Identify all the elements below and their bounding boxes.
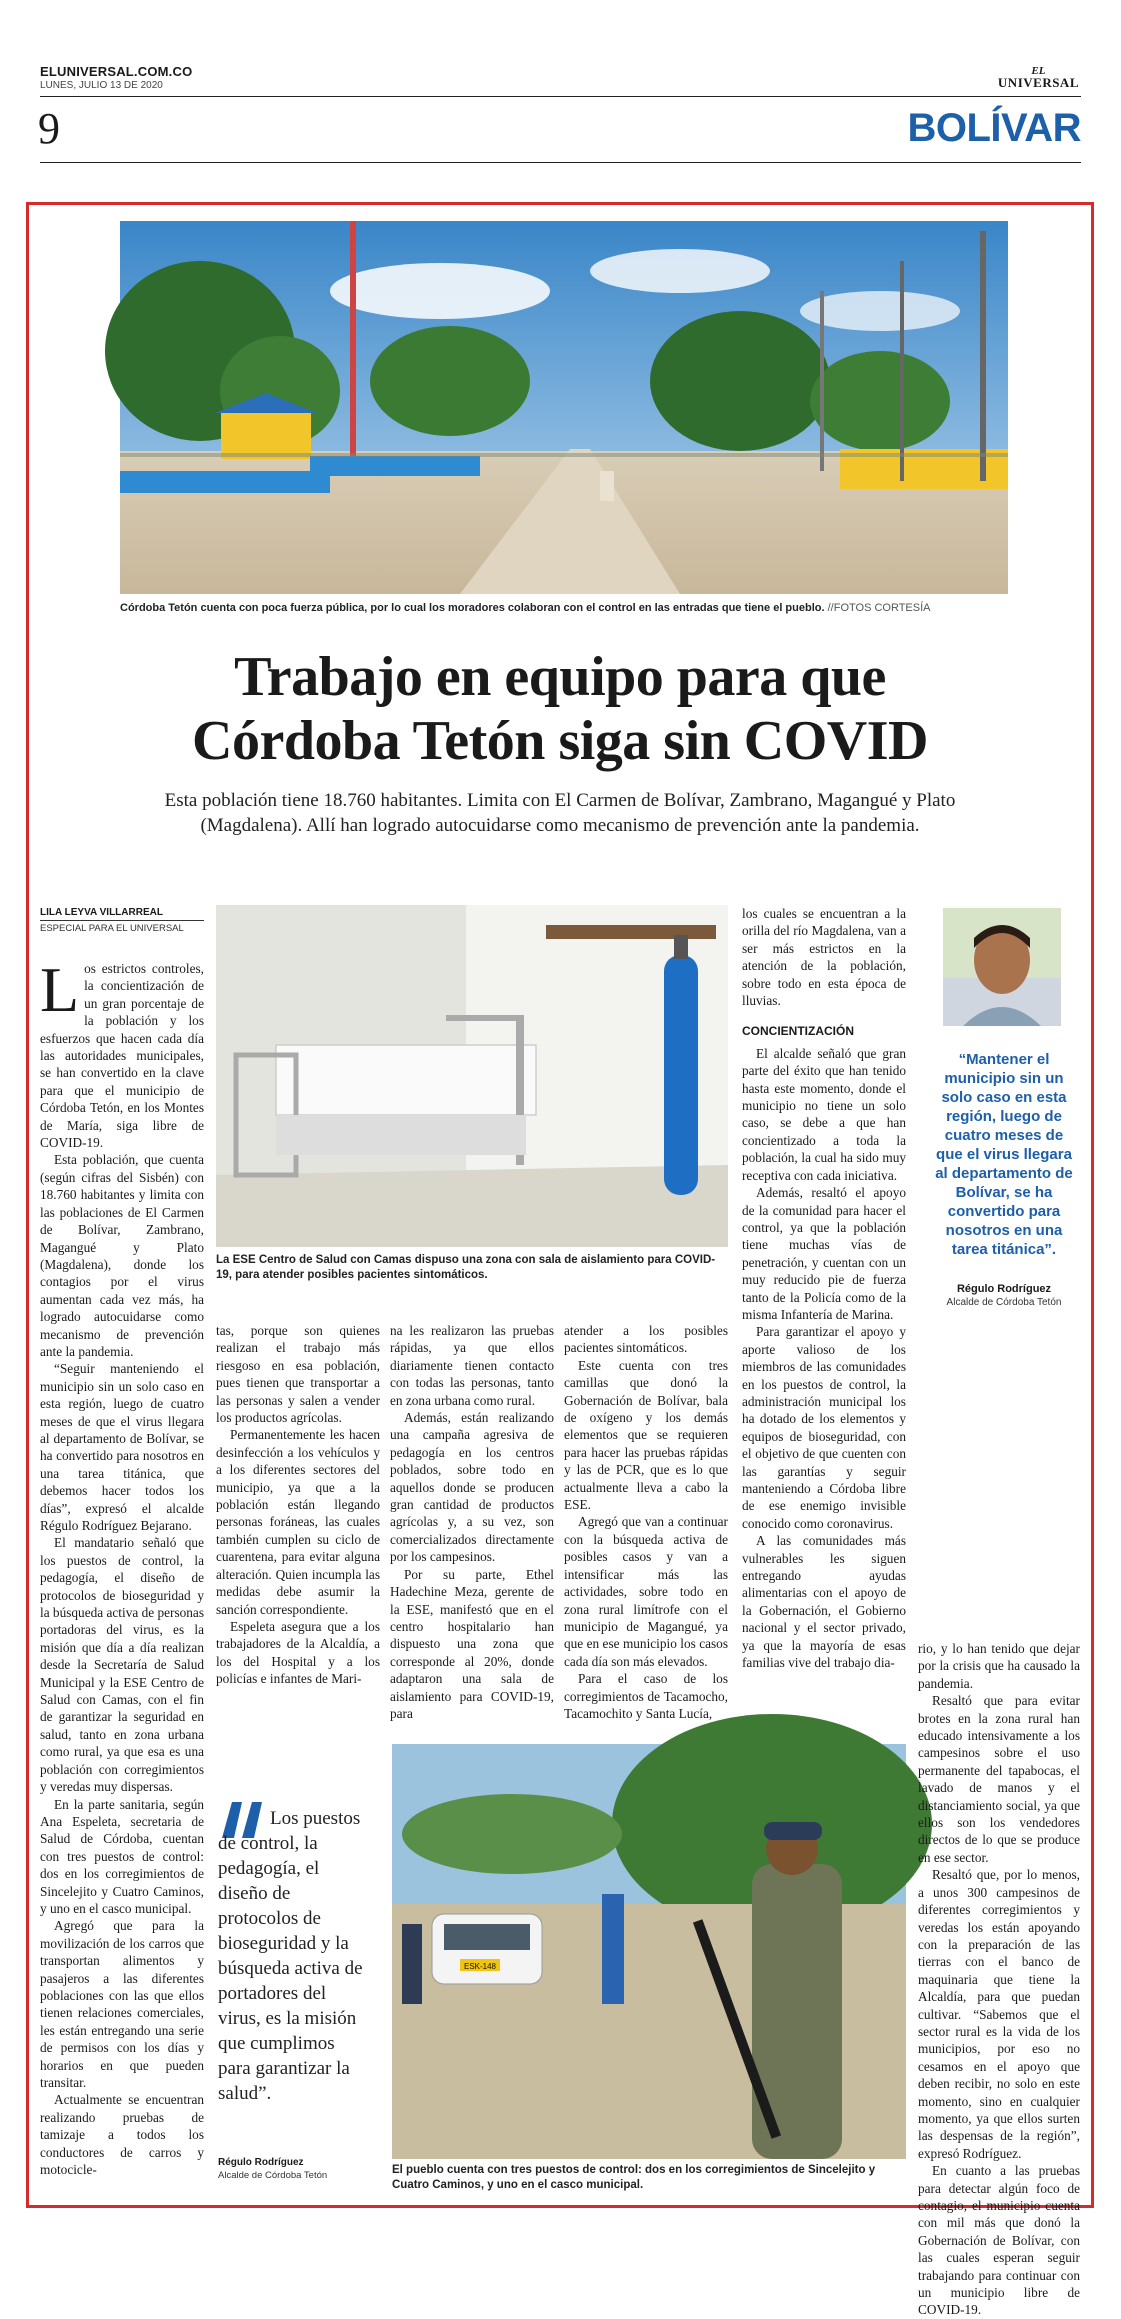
license-plate: ESK-148 xyxy=(463,1962,497,1971)
masthead-left xyxy=(40,64,192,91)
paragraph: El mandatario señaló que los puestos de control, la pedagogía, el diseño de protocolos de bioseguridad y la búsqueda activa de personas portadoras del virus, es la misión que día a día realizan desde la Secretaría de Salud Municipal y la ESE Centro de Salud con Camas, con el fin de garantizar la seguridad en salud, tanto en zona urbana como rural, ya que esa es una población con corregimientos y veredas muy dispersas. xyxy=(40,1535,204,1795)
byline-name: LILA LEYVA VILLARREAL xyxy=(40,907,204,921)
byline-role: ESPECIAL PARA EL UNIVERSAL xyxy=(40,923,184,934)
street-scene-image xyxy=(120,221,1008,594)
paragraph: “Seguir manteniendo el municipio sin un solo caso en esta región, luego de cuatro meses de que el virus llegara al departamento de Bolívar, se ha convertido para nosotros en una tarea titánica, que debemos hacer todos los días”, expresó el alcalde Régulo Rodríguez Bejarano. xyxy=(40,1361,204,1533)
avatar xyxy=(943,908,1061,1026)
pull-quote: “Mantener el municipio sin un solo caso en esta región, luego de cuatro meses de que el virus llegara al departamento de Bolívar, se ha convertido para nosotros en una tarea titánica”. xyxy=(935,1051,1073,1258)
pull-quote-role: Alcalde de Córdoba Tetón xyxy=(946,1297,1062,1308)
photo-credit: //FOTOS CORTESÍA xyxy=(827,602,931,614)
main-photo xyxy=(120,221,1008,594)
checkpoint-photo xyxy=(392,1744,906,2159)
headline xyxy=(60,645,1060,773)
paragraph: Resaltó que para evitar brotes en la zona rural han educado intensivamente a los campesinos sobre el uso permanente del tapabocas, el lavado de manos y el distanciamiento social, ya que ellos son los vendedores directos de lo que se produce en ese sector. xyxy=(918,1693,1080,1865)
column-5 xyxy=(742,905,906,1735)
paragraph: Para garantizar el apoyo y aporte valioso de los miembros de las comunidades en los puestos de control, la administración municipal los ha dotado de los elementos y equipos de bioseguridad, con el objetivo de que cuenten con las garantías y seguir manteniendo a Córdoba libre de ese enemigo invisible conocido como coronavirus. xyxy=(742,1324,906,1531)
paragraph: En cuanto a las pruebas para detectar algún foco de contagio, el municipio cuenta con mil más que donó la Gobernación de Bolívar, con las cuales esperan seguir trabajando para continuar con un municipio libre de COVID-19. xyxy=(918,2163,1080,2318)
masthead-rule-bottom xyxy=(40,162,1081,163)
quote-name: Régulo Rodríguez xyxy=(218,2157,304,2168)
column-6 xyxy=(918,1640,1080,2318)
main-caption-text: Córdoba Tetón cuenta con poca fuerza pública, por lo cual los moradores colaboran con el control en las entradas que tiene el pueblo. xyxy=(120,602,825,614)
quote-attribution xyxy=(218,2157,368,2181)
main-photo-caption xyxy=(120,601,1008,615)
paragraph: Además, están realizando una campaña agresiva de pedagogía en los centros poblados, sobre todo en aquellos donde se producen gran cantidad de productos agrícolas y, a su vez, son comercializados directamente por los campesinos. xyxy=(390,1410,554,1565)
paragraph: Por su parte, Ethel Hadechine Meza, gerente de la ESE, manifestó que en el centro hospitalario han dispuesto una zona que corresponde al 20%, donde adaptaron una sala de aislamiento para COVID-19, para xyxy=(390,1566,554,1721)
paragraph: Resaltó que, por lo menos, a unos 300 campesinos de diferentes corregimientos y veredas los están apoyando con la preparación de las tierras con el banco de maquinaria que tiene la Alcaldía, para que puedan cultivar. “Sabemos que el sector rural es la vida de los municipios, por eso no cesamos en el apoyo que deben recibir, no solo en este momento, sino en cualquier momento, ya que ellos surten las despensas de la región”, expresó Rodríguez. xyxy=(918,1867,1080,2161)
clinic-photo-caption: La ESE Centro de Salud con Camas dispuso una zona con sala de aislamiento para COVID-19, para atender posibles pacientes sintomáticos. xyxy=(216,1254,716,1281)
clinic-photo xyxy=(216,905,728,1247)
deck: Esta población tiene 18.760 habitantes. Limita con El Carmen de Bolívar, Zambrano, Magangué y Plato (Magdalena). Allí han logrado autocuidarse como mecanismo de prevención ante la pandemia. xyxy=(164,790,956,836)
quote-role: Alcalde de Córdoba Tetón xyxy=(218,2170,328,2181)
paragraph: Agregó que para la movilización de los carros que transportan alimentos y pasajeros a las diferentes poblaciones con las que ellos tienen relaciones comerciales, les están entregando una serie de permisos con los días y horarios en que pueden transitar. xyxy=(40,1918,204,2090)
column-1 xyxy=(40,954,204,2200)
paragraph: atender a los posibles pacientes sintomáticos. xyxy=(564,1323,728,1356)
checkpoint-image xyxy=(392,1744,906,2159)
isolation-room-image xyxy=(216,905,728,1247)
logo-line-1: EL xyxy=(1031,65,1046,77)
paragraph: Esta población, que cuenta (según cifras del Sisbén) con 18.760 habitantes y limita con las poblaciones de El Carmen de Bolívar, Zambrano, Magangué y Plato (Magdalena), donde los contagios por el virus aumentan cada vez más, ha logrado autocuidarse como mecanismo de prevención ante la pandemia. xyxy=(40,1152,204,1359)
highlighted-quote: Los puestos de control, la pedagogía, el diseño de protocolos de bioseguridad y la búsqueda activa de portadores del virus, es la misión que cumplimos para garantizar la salud”. xyxy=(218,1808,363,2104)
paragraph: Agregó que van a continuar con la búsqueda activa de posibles casos y van a intensificar más las actividades, sobre todo en zona rural limítrofe con el municipio de Magangué, ya que en ese municipio los casos cada día son más elevados. xyxy=(564,1514,728,1669)
paragraph: rio, y lo han tenido que dejar por la crisis que ha causado la pandemia. xyxy=(918,1641,1080,1691)
paragraph: los cuales se encuentran a la orilla del río Magdalena, van a ser más estrictos en la atención de la población, sobre todo en esta época de lluvias. xyxy=(742,906,906,1009)
column-3 xyxy=(390,1322,554,1732)
paragraph: tas, porque son quienes realizan el trabajo más riesgoso en esa población, pues tienen que transportar a las personas y salen a vender los productos agrícolas. xyxy=(216,1323,380,1426)
logo-line-2: UNIVERSAL xyxy=(997,75,1079,90)
column-2 xyxy=(216,1322,380,1732)
drop-cap: L xyxy=(40,954,80,1025)
masthead-rule xyxy=(40,96,1081,97)
issue-date: LUNES, JULIO 13 DE 2020 xyxy=(40,80,163,91)
byline xyxy=(40,907,204,934)
headline-line-2: Córdoba Tetón siga sin COVID xyxy=(192,710,928,772)
paragraph: Este cuenta con tres camillas que donó la Gobernación de Bolívar, bala de oxígeno y los demás elementos que se requieren para hacer las pruebas rápidas y las de PCR, que es lo que actualmente lleva a cabo la ESE. xyxy=(564,1357,728,1513)
paragraph: En la parte sanitaria, según Ana Espeleta, secretaria de Salud de Córdoba, cuentan con tres puestos de control: dos en los corregimientos de Sincelejito y Cuatro Caminos, y uno en el casco municipal. xyxy=(40,1796,204,1916)
paragraph: Para el caso de los corregimientos de Tacamocho, Tacamochito y Santa Lucía, xyxy=(564,1671,728,1721)
newspaper-logo xyxy=(998,66,1079,88)
paragraph: na les realizaron las pruebas rápidas, ya que ellos diariamente tienen contacto con todas las personas, tanto en zona urbana como rural. xyxy=(390,1323,554,1408)
paragraph: A las comunidades más vulnerables les siguen entregando ayudas alimentarias con el apoyo de la Gobernación, el Gobierno nacional y el sector privado, ya que la mayoría de esas familias vive del trabajo dia- xyxy=(742,1533,906,1671)
mayor-portrait xyxy=(943,908,1061,1026)
paragraph: Permanentemente les hacen desinfección a los vehículos y a los diferentes sectores del municipio, ya que a la población están llegando personas foráneas, las cuales también cumplen su ciclo de cuarentena, para evitar alguna alteración. Quien incumpla las medidas debe asumir la sanción correspondiente. xyxy=(216,1427,380,1617)
paragraph: Los estrictos controles, la concientización de un gran porcentaje de la población y los esfuerzos que hacen cada día las autoridades municipales, se han convertido en la clave para que el municipio de Córdoba Tetón, en los Montes de María, siga libre de COVID-19. xyxy=(40,954,204,1151)
paragraph: Espeleta asegura que a los trabajadores de la Alcaldía, a los del Hospital y a los policías e infantes de Mari- xyxy=(216,1618,380,1687)
pull-quote-attribution xyxy=(932,1283,1076,1308)
column-4 xyxy=(564,1322,728,1732)
paragraph: El alcalde señaló que gran parte del éxito que han tenido hasta este momento, donde el municipio no tiene un solo caso, se debe a que han concientizado a toda la población, la cual ha sido muy receptiva con cada iniciativa. xyxy=(742,1045,906,1183)
paragraph: Actualmente se encuentran realizando pruebas de tamizaje a todos los conductores de carros y motocicle- xyxy=(40,2092,204,2178)
site-name: ELUNIVERSAL.COM.CO xyxy=(40,64,193,79)
checkpoint-photo-caption: El pueblo cuenta con tres puestos de control: dos en los corregimientos de Sincelejito y Cuatro Caminos, y uno en el casco municipal. xyxy=(392,2164,876,2191)
pull-quote-name: Régulo Rodríguez xyxy=(956,1283,1052,1295)
page-number: 9 xyxy=(38,104,60,153)
section-title: BOLÍVAR xyxy=(907,106,1081,150)
paragraph: Además, resaltó el apoyo de la comunidad para hacer el control, ya que la población tiene muchas vías de penetración, y cuentan con un muy reducido pie de fuerza tanto de la Policía como de la misma Infantería de Marina. xyxy=(742,1185,906,1322)
headline-line-1: Trabajo en equipo para que xyxy=(234,646,886,708)
subhead: CONCIENTIZACIÓN xyxy=(742,1024,854,1039)
